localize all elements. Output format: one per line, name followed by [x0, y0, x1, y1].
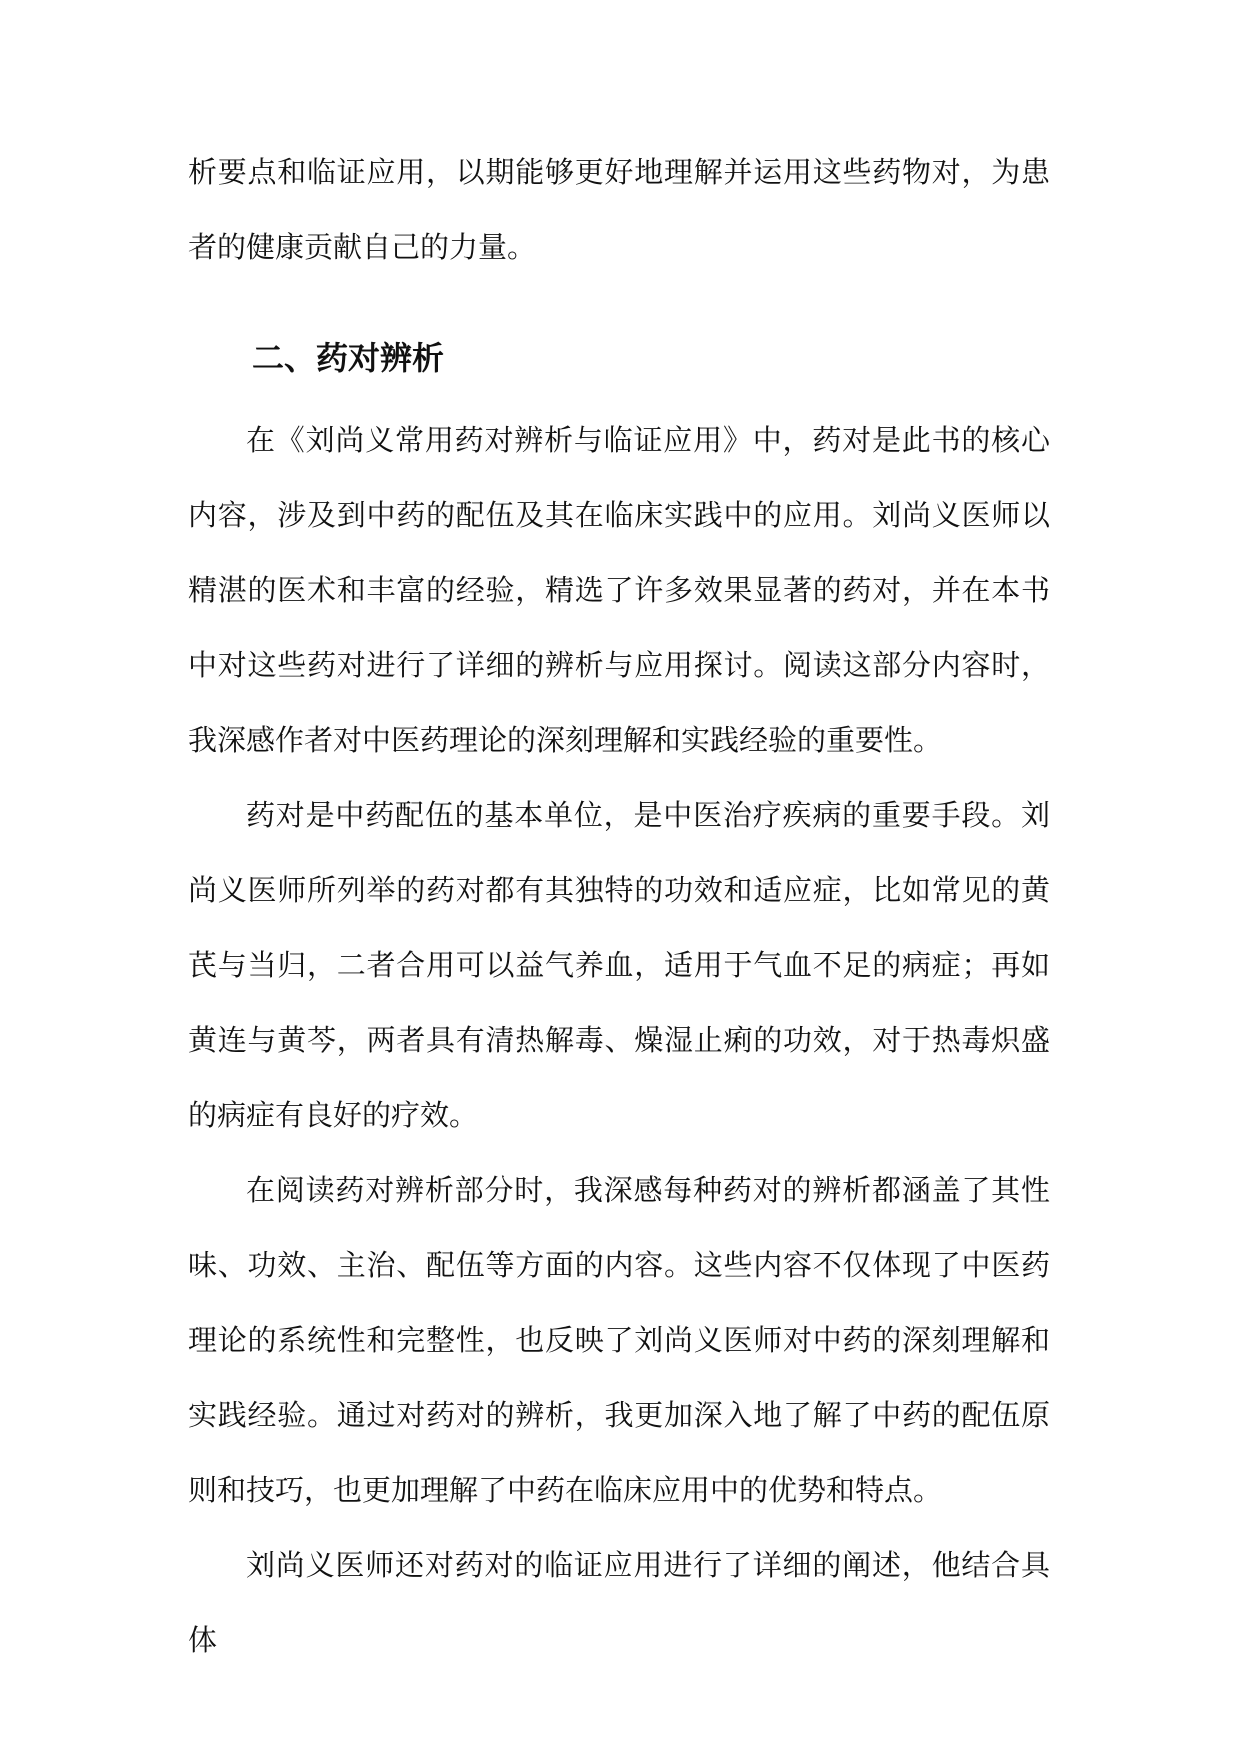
paragraph-2: 药对是中药配伍的基本单位，是中医治疗疾病的重要手段。刘尚义医师所列举的药对都有其独特的功效和适应症，比如常见的黄芪与当归，二者合用可以益气养血，适用于气血不足的病症；再如黄连与黄芩，两者具有清热解毒、燥湿止痢的功效，对于热毒炽盛的病症有良好的疗效。 — [188, 798, 1050, 1132]
section-heading: 二、药对辨析 — [252, 339, 445, 377]
paragraph-1: 在《刘尚义常用药对辨析与临证应用》中，药对是此书的核心内容，涉及到中药的配伍及其在临床实践中的应用。刘尚义医师以精湛的医术和丰富的经验，精选了许多效果显著的药对，并在本书中对这些药对进行了详细的辨析与应用探讨。阅读这部分内容时，我深感作者对中医药理论的深刻理解和实践经验的重要性。 — [188, 423, 1050, 757]
paragraph-3: 在阅读药对辨析部分时，我深感每种药对的辨析都涵盖了其性味、功效、主治、配伍等方面的内容。这些内容不仅体现了中医药理论的系统性和完整性，也反映了刘尚义医师对中药的深刻理解和实践经验。通过对药对的辨析，我更加深入地了解了中药的配伍原则和技巧，也更加理解了中药在临床应用中的优势和特点。 — [188, 1173, 1050, 1507]
paragraph-4: 刘尚义医师还对药对的临证应用进行了详细的阐述，他结合具体 — [188, 1548, 1050, 1657]
paragraph-continued: 析要点和临证应用，以期能够更好地理解并运用这些药物对，为患者的健康贡献自己的力量。 — [188, 155, 1050, 264]
